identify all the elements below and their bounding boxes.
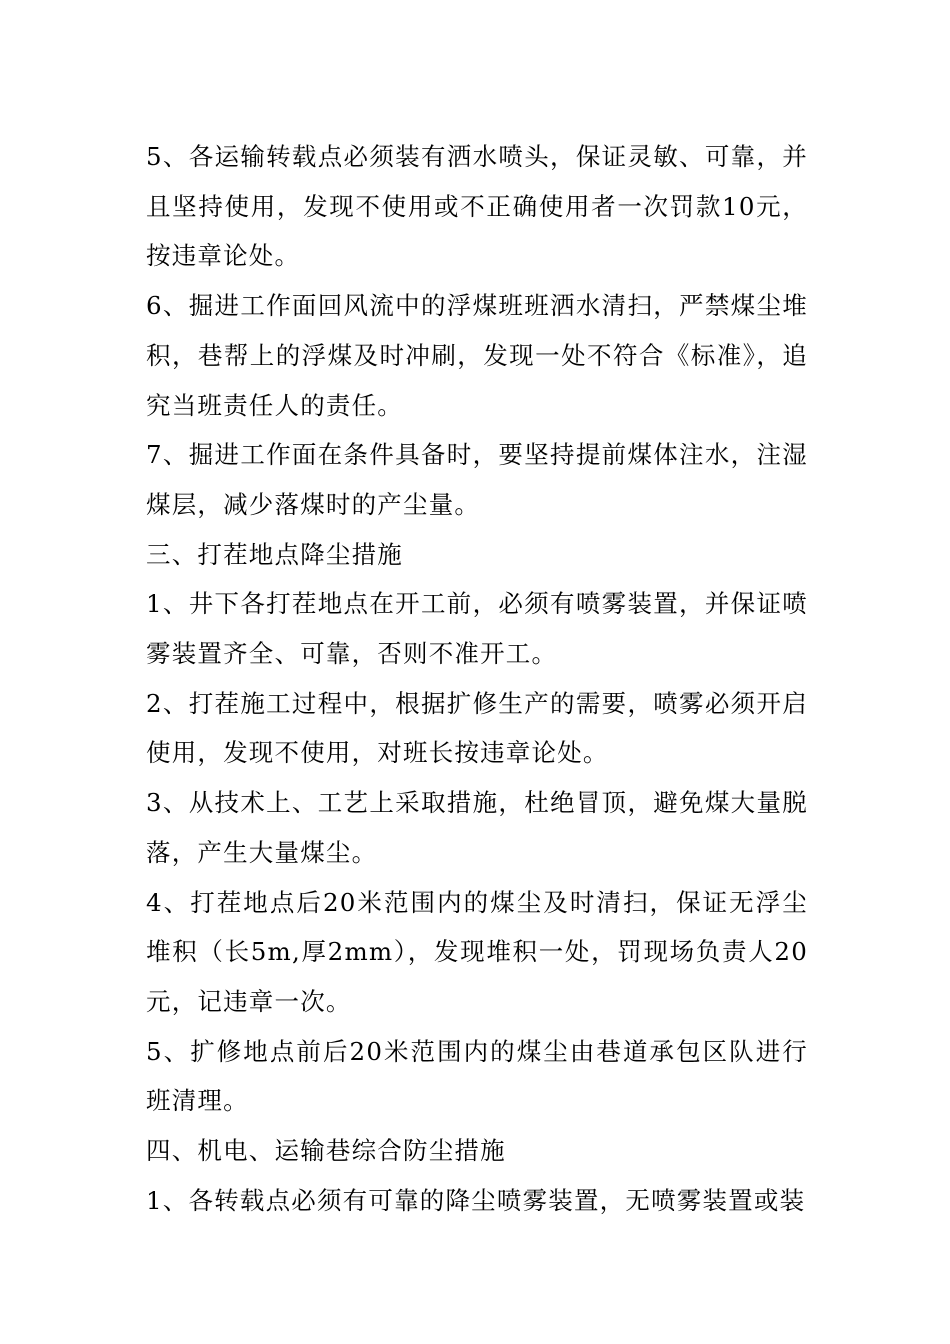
paragraph-prevent-roof-fall: 3、从技术上、工艺上采取措施，杜绝冒顶，避免煤大量脱落，产生大量煤尘。 (146, 788, 808, 867)
paragraph-dust-cleanup-around: 5、扩修地点前后20米范围内的煤尘由巷道承包区队进行班清理。 (146, 1036, 808, 1116)
paragraph-dust-cleanup-after: 4、打茬地点后20米范围内的煤尘及时清扫，保证无浮尘堆积（长5m,厚2mm），发现堆积一处，罚现场负责人20元，记违章一次。 (146, 887, 808, 1016)
paragraph-return-airflow-cleaning: 6、掘进工作面回风流中的浮煤班班洒水清扫，严禁煤尘堆积，巷帮上的浮煤及时冲刷，发现一处不符合《标准》，追究当班责任人的责任。 (146, 291, 808, 420)
paragraph-coal-water-injection: 7、掘进工作面在条件具备时，要坚持提前煤体注水，注湿煤层，减少落煤时的产尘量。 (146, 440, 808, 519)
section-heading-dust-measures: 三、打茬地点降尘措施 (146, 539, 403, 569)
document-body (146, 132, 808, 1225)
paragraph-transfer-point-spray: 1、各转载点必须有可靠的降尘喷雾装置，无喷雾装置或装 (146, 1185, 806, 1215)
section-heading-roadway-measures: 四、机电、运输巷综合防尘措施 (146, 1136, 506, 1166)
paragraph-spray-during-work: 2、打茬施工过程中，根据扩修生产的需要，喷雾必须开启使用，发现不使用，对班长按违章论处。 (146, 688, 808, 768)
paragraph-spray-before-work: 1、井下各打茬地点在开工前，必须有喷雾装置，并保证喷雾装置齐全、可靠，否则不准开工。 (146, 589, 808, 669)
paragraph-transfer-point-sprinklers: 5、各运输转载点必须装有洒水喷头，保证灵敏、可靠，并且坚持使用，发现不使用或不正确使用者一次罚款10元，按违章论处。 (146, 142, 808, 271)
